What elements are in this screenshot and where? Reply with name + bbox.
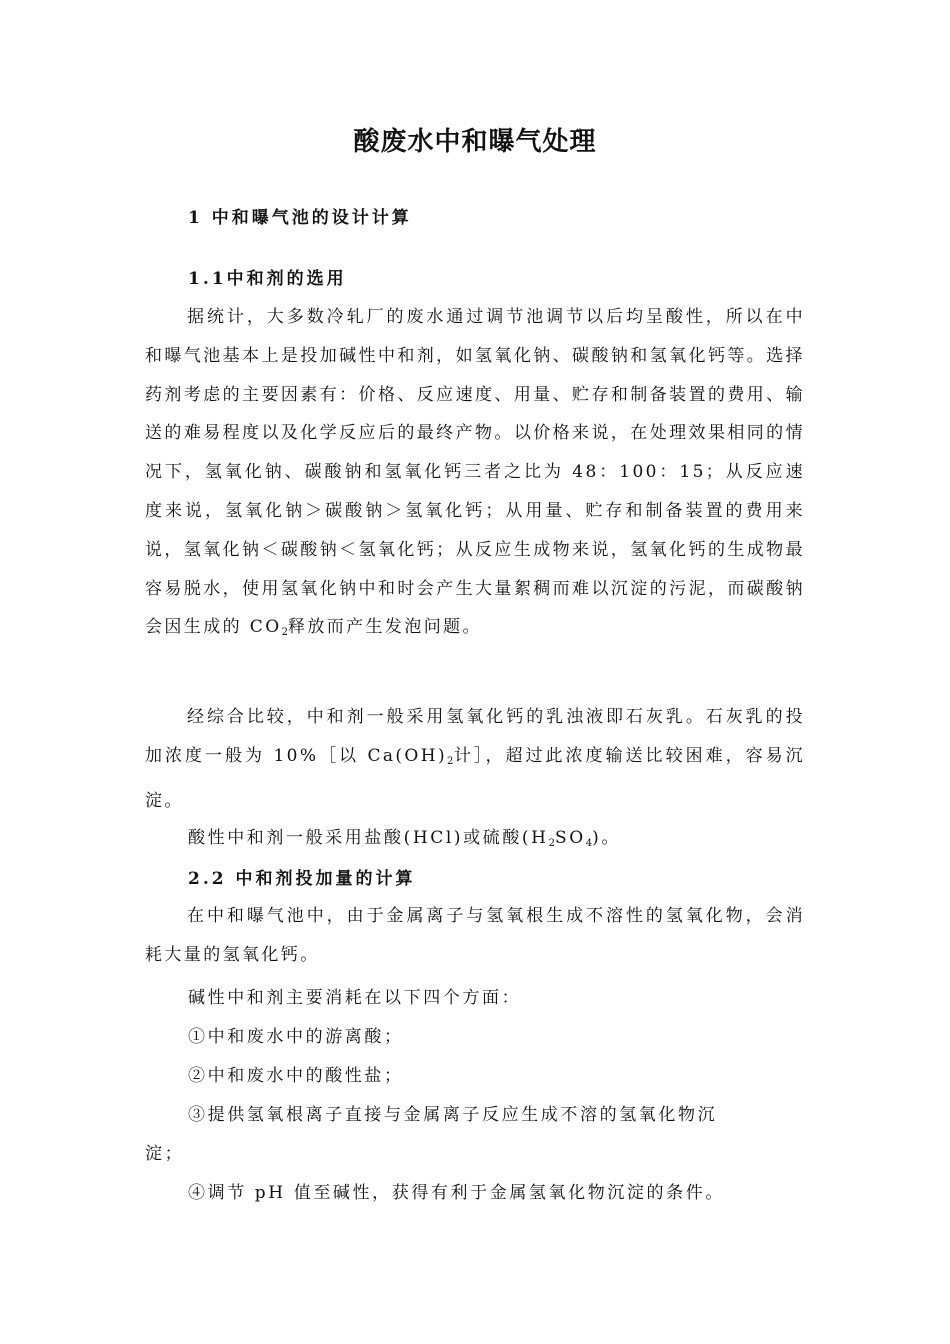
list-item-2: ②中和废水中的酸性盐； bbox=[188, 1066, 404, 1086]
subscript: 2 bbox=[281, 627, 288, 639]
paragraph-text: 酸性中和剂一般采用盐酸(HCl)或硫酸(H bbox=[188, 828, 549, 848]
section-heading-1-1: 1.1中和剂的选用 bbox=[188, 269, 347, 289]
section-heading-2-2: 2.2 中和剂投加量的计算 bbox=[188, 869, 416, 889]
list-item-4: ④调节 pH 值至碱性，获得有利于金属氢氧化物沉淀的条件。 bbox=[188, 1183, 725, 1203]
paragraph-consumption-intro: 碱性中和剂主要消耗在以下四个方面： bbox=[188, 988, 522, 1008]
paragraph-lime-milk bbox=[145, 698, 805, 820]
paragraph-text: SO bbox=[554, 828, 586, 848]
paragraph-neutralizer-selection bbox=[145, 298, 805, 653]
subscript: 2 bbox=[447, 755, 454, 767]
paragraph-text: )。 bbox=[592, 828, 621, 848]
list-item-3-continued: 淀； bbox=[145, 1144, 185, 1164]
document-title: 酸废水中和曝气处理 bbox=[353, 127, 597, 157]
subscript: 2 bbox=[548, 838, 555, 849]
list-item-1: ①中和废水中的游离酸； bbox=[188, 1027, 404, 1047]
paragraph-hydroxide-consumption: 在中和曝气池中，由于金属离子与氢氧根生成不溶性的氢氧化物，会消耗大量的氢氧化钙。 bbox=[145, 906, 805, 965]
paragraph-text: 计］，超过此浓度输送比较困难，容易沉淀。 bbox=[145, 745, 805, 811]
paragraph-acid-neutralizer bbox=[188, 823, 621, 849]
list-item-3: ③提供氢氧根离子直接与金属离子反应生成不溶的氢氧化物沉 bbox=[188, 1105, 718, 1125]
paragraph-text: 据统计，大多数冷轧厂的废水通过调节池调节以后均呈酸性，所以在中和曝气池基本上是投加碱性中和剂，如氢氧化钠、碳酸钠和氢氧化钙等。选择药剂考虑的主要因素有：价格、反应速度、用量、贮存和制备装置的费用、输送的难易程度以及化学反应后的最终产物。以价格来说，在处理效果相同的情况下，氢氧化钠、碳酸钠和氢氧化钙三者之比为 48：100：15；从反应速度来说，氢氧化钠＞碳酸钠＞氢氧化钙；从用量、贮存和制备装置的费用来 说，氢氧化钠＜碳酸钠＜氢氧化钙；从反应生成物来说，氢氧化钙的生成物最容易脱水，使用氢氧化钠中和时会产生大量絮稠而难以沉淀的污泥，而碳酸钠会因生成的 CO bbox=[145, 307, 805, 638]
section-heading-1: 1 中和曝气池的设计计算 bbox=[188, 208, 412, 228]
subscript: 4 bbox=[585, 838, 593, 849]
paragraph-text: 经综合比较，中和剂一般采用氢氧化钙的乳浊液即石灰乳。石灰乳的投加浓度一般为 10%［以 Ca(OH) bbox=[145, 707, 805, 766]
paragraph-text: 释放而产生发泡问题。 bbox=[287, 617, 482, 638]
